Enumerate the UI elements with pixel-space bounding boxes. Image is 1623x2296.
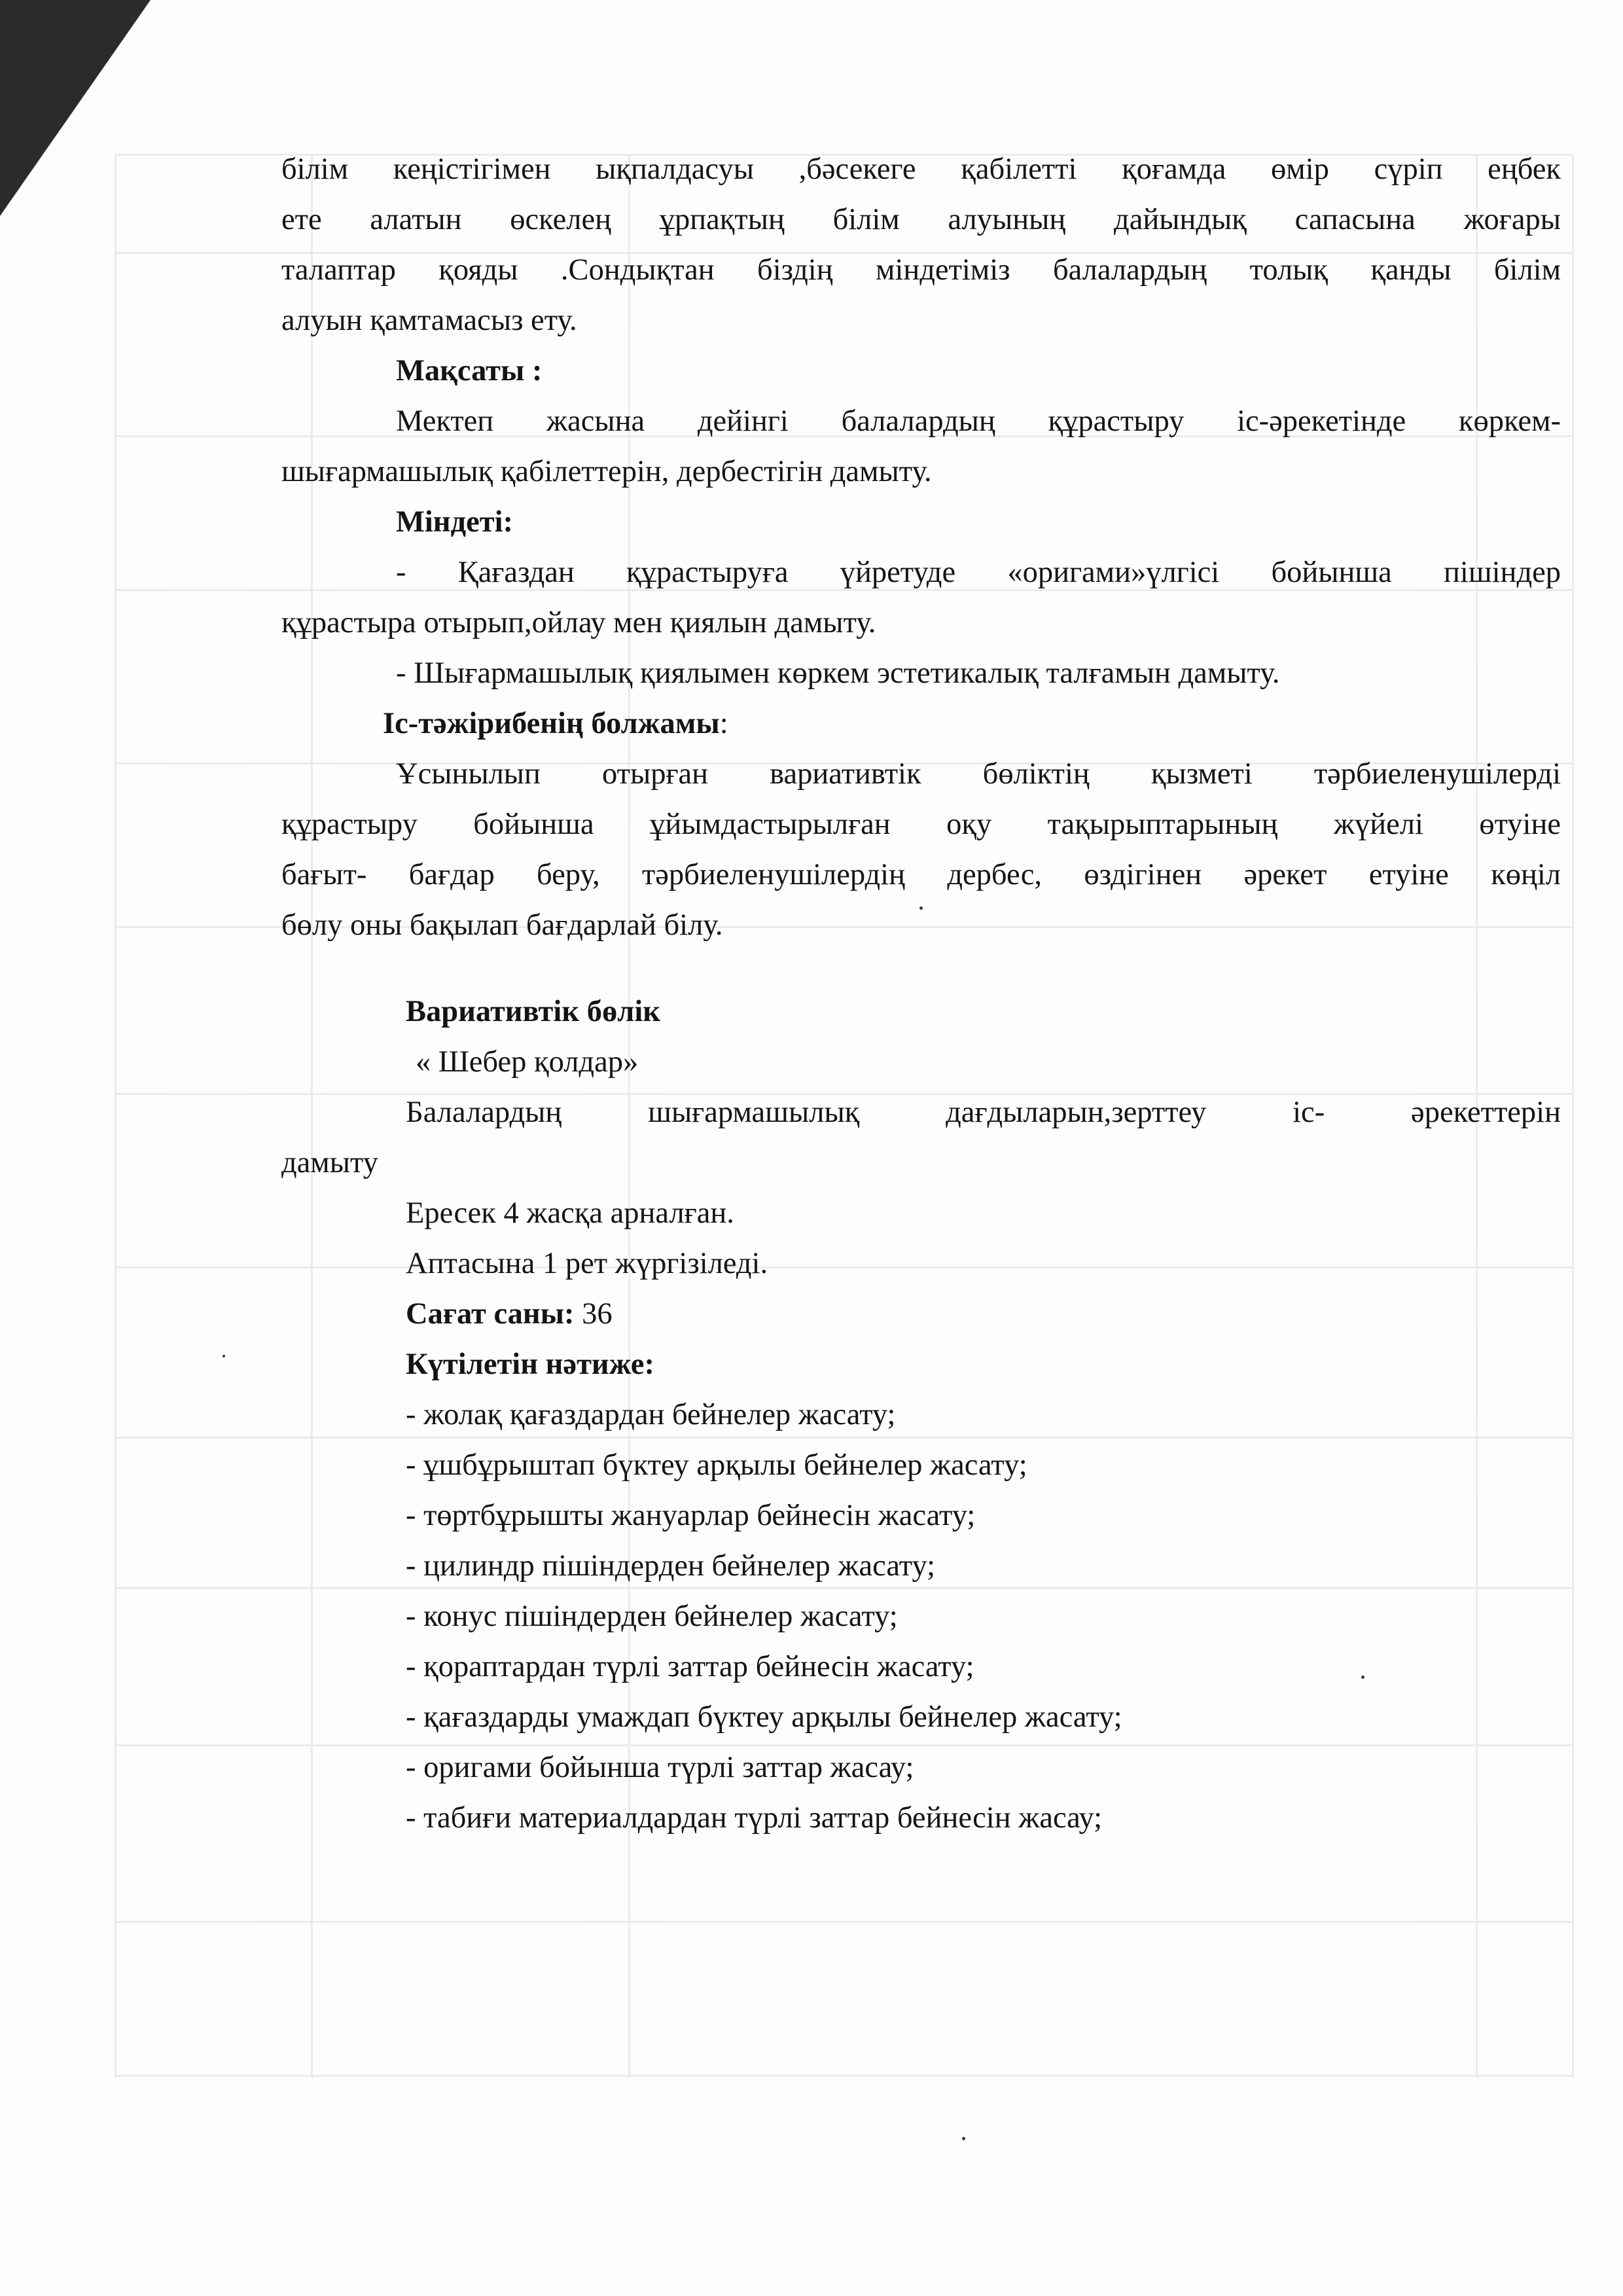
outcome-item: - төртбұрышты жануарлар бейнесін жасату; — [406, 1499, 976, 1532]
variative-subtitle: « Шебер қолдар» — [416, 1045, 639, 1079]
goal-line: Мектеп жасына дейінгі балалардың құрастыру іс-әрекетінде көркем- — [396, 404, 1561, 438]
outcome-item: - табиғи материалдардан түрлі заттар бейнесін жасау; — [406, 1801, 1103, 1835]
hours-label: Сағат саны: — [406, 1297, 575, 1331]
outcome-item: - жолақ қағаздардан бейнелер жасату; — [406, 1398, 896, 1431]
hypothesis-line: құрастыру бойынша ұйымдастырылған оқу тақырыптарының жүйелі өтуіне — [281, 808, 1561, 841]
task-item: - Шығармашылық қиялымен көркем эстетикалық талғамын дамыту. — [396, 656, 1280, 690]
intro-line: талаптар қояды .Сондықтан біздің міндетіміз балалардың толық қанды білім — [281, 253, 1561, 287]
hypothesis-line: бағыт- бағдар беру, тәрбиеленушілердің дербес, өздігінен әрекет етуіне көңіл — [281, 858, 1561, 891]
outcome-item: - қораптардан түрлі заттар бейнесін жасату; — [406, 1650, 974, 1683]
outcomes-heading: Күтілетін нәтиже: — [406, 1348, 654, 1381]
hypothesis-heading-line — [268, 698, 1561, 749]
hypothesis-colon: : — [719, 707, 728, 740]
intro-line: білім кеңістігімен ықпалдасуы ,бәсекеге қабілетті қоғамда өмір сүріп еңбек — [281, 152, 1561, 186]
scan-speck — [962, 2137, 965, 2140]
variative-line: дамыту — [281, 1146, 378, 1179]
frequency-line: Аптасына 1 рет жүргізіледі. — [406, 1247, 768, 1280]
task-item-continuation: құрастыра отырып,ойлау мен қиялын дамыту. — [281, 606, 876, 639]
outcome-item: - конус пішіндерден бейнелер жасату; — [406, 1600, 898, 1633]
age-line: Ересек 4 жасқа арналған. — [406, 1196, 734, 1230]
scan-speck — [223, 1355, 225, 1357]
hypothesis-line: бөлу оны бақылап бағдарлай білу. — [281, 908, 723, 942]
intro-line: ете алатын өскелең ұрпақтың білім алуының дайындық сапасына жоғары — [281, 203, 1561, 236]
outcome-item: - қағаздарды умаждап бүктеу арқылы бейнелер жасату; — [406, 1700, 1122, 1734]
outcome-item: - оригами бойынша түрлі заттар жасау; — [406, 1751, 914, 1784]
outcome-item: - ұшбұрыштап бүктеу арқылы бейнелер жасату; — [406, 1448, 1027, 1482]
goal-line: шығармашылық қабілеттерін, дербестігін дамыту. — [281, 455, 932, 488]
hypothesis-heading: Іс-тәжірибенің болжамы — [383, 707, 720, 740]
variative-heading: Вариативтік бөлік — [406, 995, 661, 1028]
intro-line: алуын қамтамасыз ету. — [281, 304, 577, 337]
hypothesis-line: Ұсынылып отырған вариативтік бөліктің қызметі тәрбиеленушілерді — [396, 757, 1561, 791]
tasks-heading: Міндеті: — [396, 505, 514, 539]
section-gap — [281, 950, 1561, 986]
variative-line: Балалардың шығармашылық дағдыларын,зерттеу іс- әрекеттерін — [406, 1096, 1561, 1129]
goal-heading: Мақсаты : — [396, 354, 543, 387]
document-body — [281, 144, 1561, 1843]
hours-value: 36 — [574, 1297, 613, 1331]
hours-line — [281, 1289, 1561, 1339]
task-item: - Қағаздан құрастыруға үйретуде «оригами»үлгісі бойынша пішіндер — [396, 556, 1561, 589]
outcome-item: - цилиндр пішіндерден бейнелер жасату; — [406, 1549, 936, 1583]
